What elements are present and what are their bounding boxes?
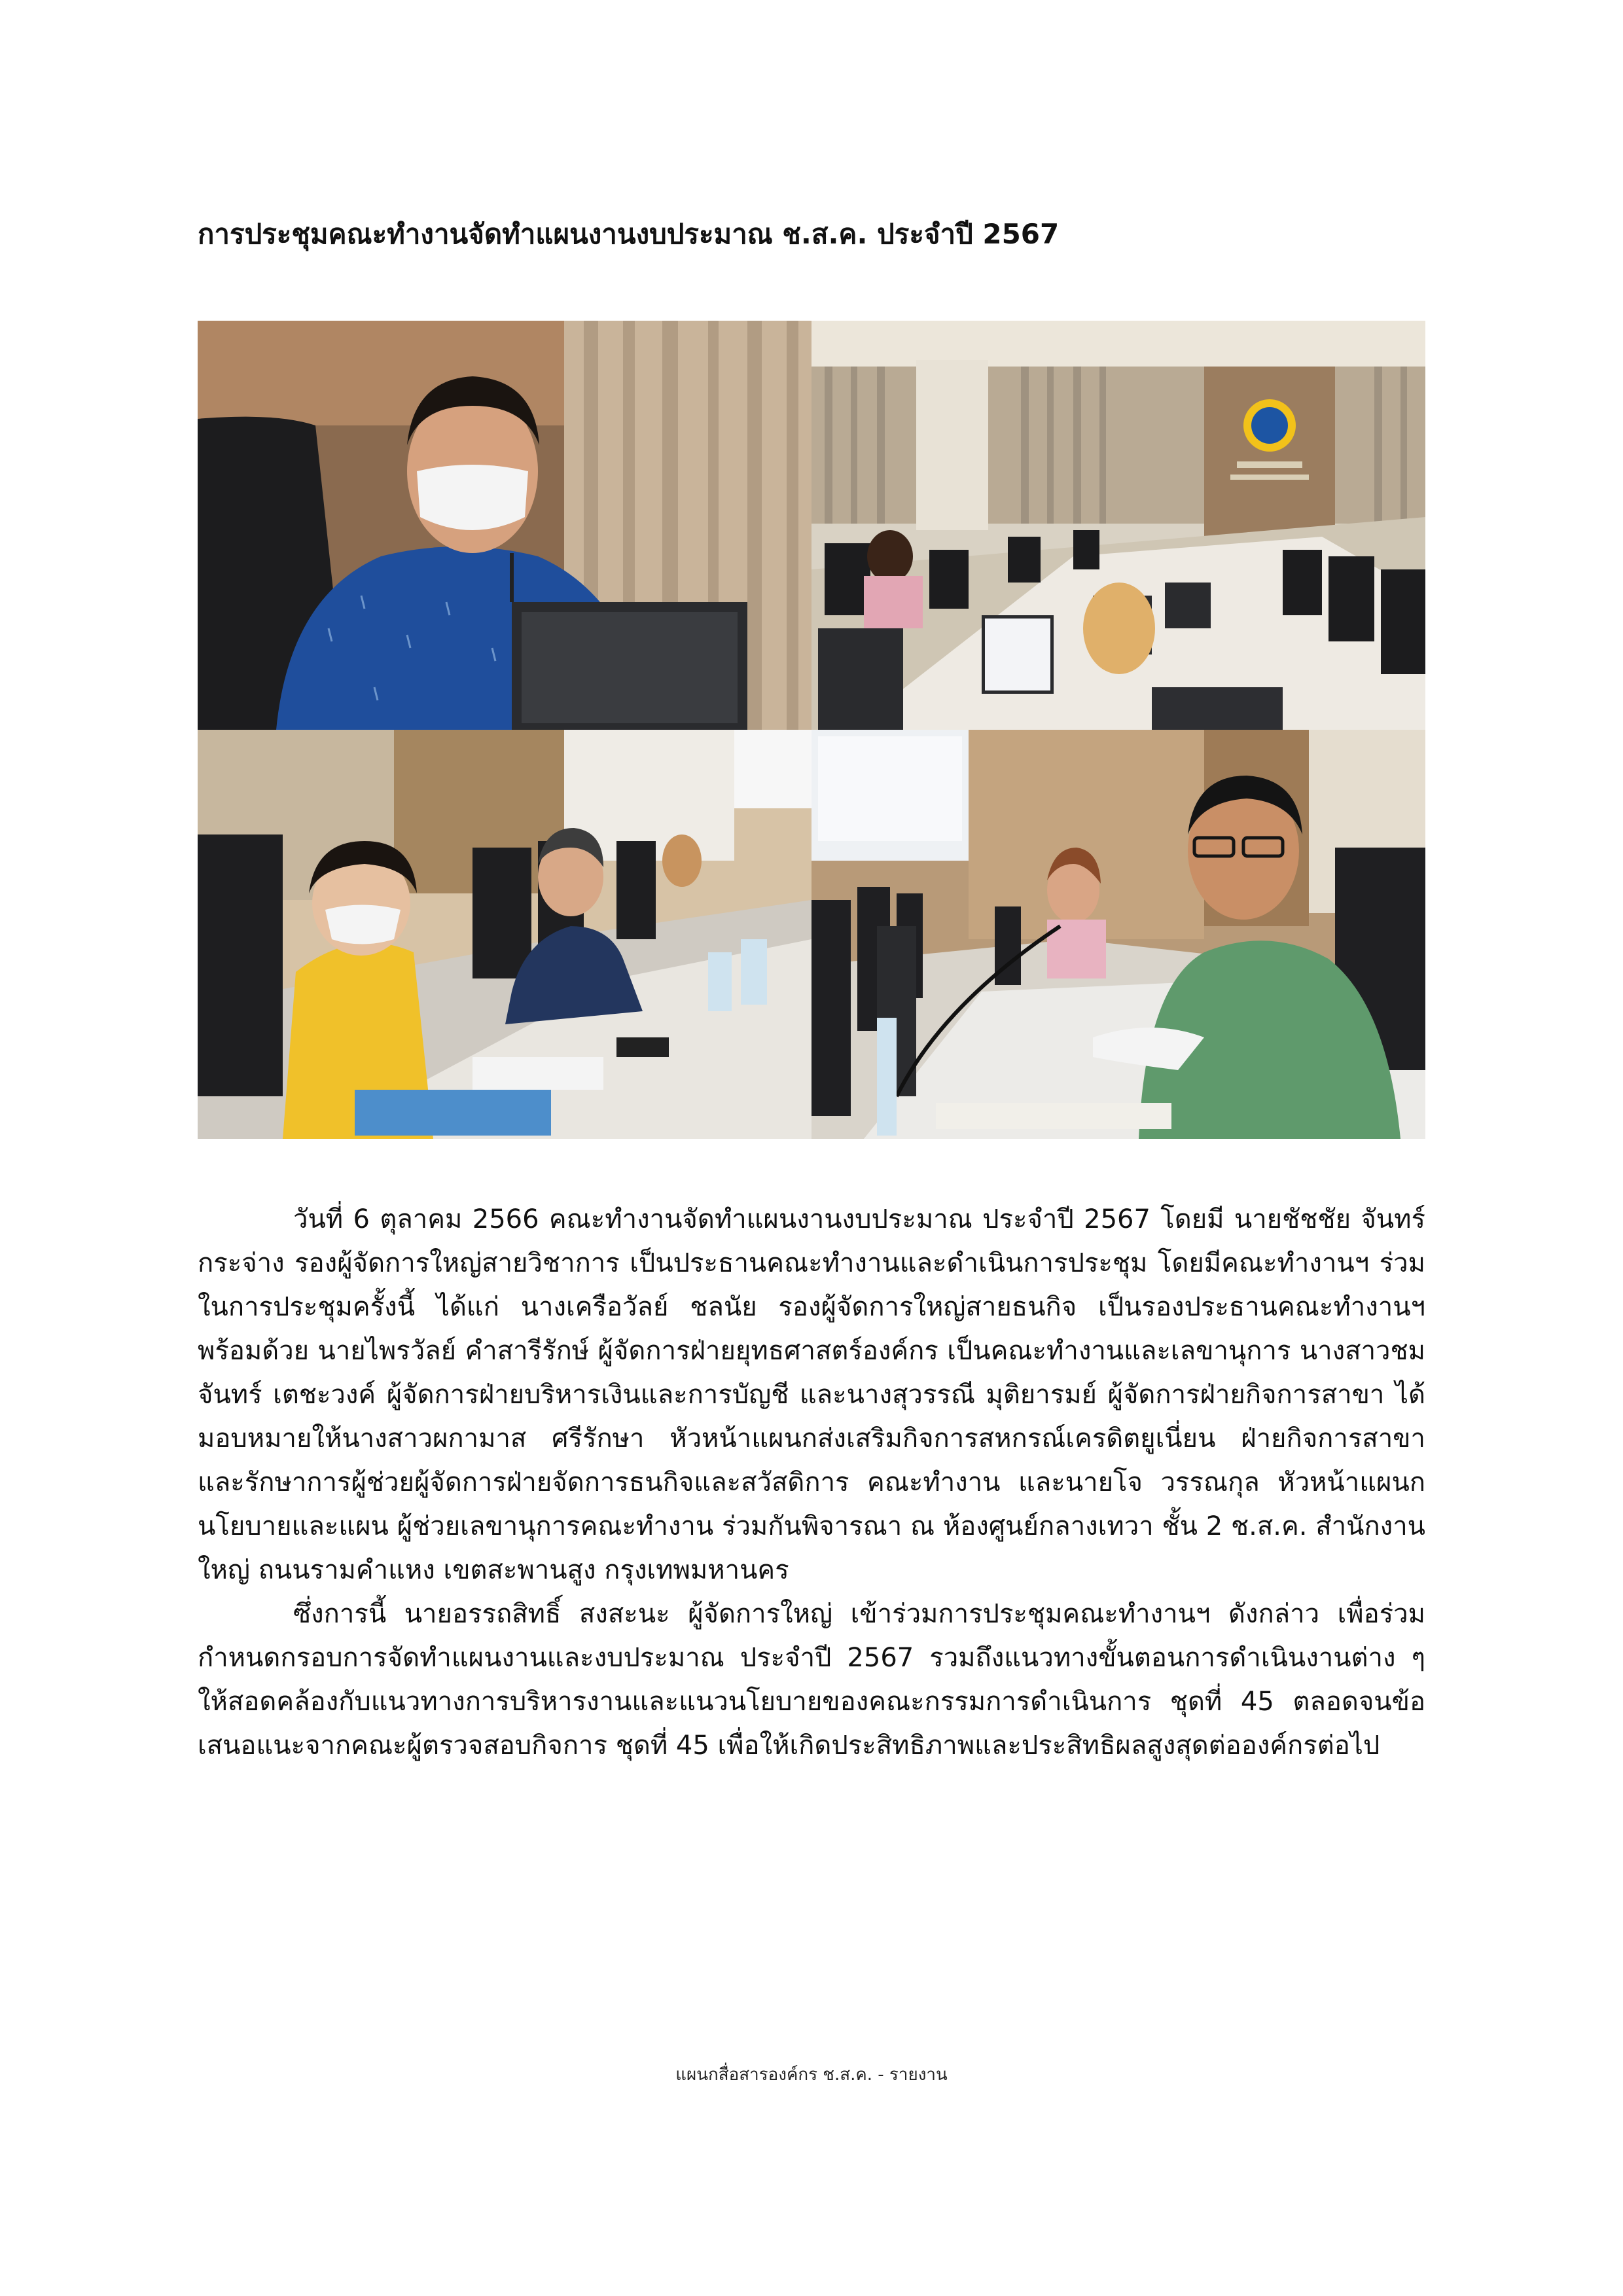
meeting-photo-chairman: [198, 321, 812, 730]
article-paragraph: ซึ่งการนี้ นายอรรถสิทธิ์ สงสะนะ ผู้จัดการใหญ่ เข้าร่วมการประชุมคณะทำงานฯ ดังกล่าว เพื่อร่วมกำหนดกรอบการจัดทำแผนงานและงบประมาณ ประจำปี 2567 รวมถึงแนวทางขั้นตอนการดำเนินงานต่าง ๆ ให้สอดคล้องกับแนวทางการบริหารงานและแนวนโยบายของคณะกรรมการดำเนินการ ชุดที่ 45 ตลอดจนข้อเสนอแนะจากคณะผู้ตรวจสอบกิจการ ชุดที่ 45 เพื่อให้เกิดประสิทธิภาพและประสิทธิผลสูงสุดต่อองค์กรต่อไป: [198, 1599, 1425, 1761]
article-body: [198, 1198, 1425, 1768]
meeting-photo-room-overview: [812, 321, 1425, 730]
article-paragraph: วันที่ 6 ตุลาคม 2566 คณะทำงานจัดทำแผนงานงบประมาณ ประจำปี 2567 โดยมี นายชัชชัย จันทร์กระจ่าง รองผู้จัดการใหญ่สายวิชาการ เป็นประธานคณะทำงานและดำเนินการประชุม โดยมีคณะทำงานฯ ร่วมในการประชุมครั้งนี้ ได้แก่ นางเครือวัลย์ ชลนัย รองผู้จัดการใหญ่สายธนกิจ เป็นรองประธานคณะทำงานฯ พร้อมด้วย นายไพรวัลย์ คำสารีรักษ์ ผู้จัดการฝ่ายยุทธศาสตร์องค์กร เป็นคณะทำงานและเลขานุการ นางสาวชมจันทร์ เตชะวงค์ ผู้จัดการฝ่ายบริหารเงินและการบัญชี และนางสุวรรณี มุติยารมย์ ผู้จัดการฝ่ายกิจการสาขา ได้มอบหมายให้นางสาวผกามาส ศรีรักษา หัวหน้าแผนกส่งเสริมกิจการสหกรณ์เครดิตยูเนี่ยน ฝ่ายกิจการสาขา และรักษาการผู้ช่วยผู้จัดการฝ่ายจัดการธนกิจและสวัสดิการ คณะทำงาน และนายโจ วรรณกุล หัวหน้าแผนกนโยบายและแผน ผู้ช่วยเลขานุการคณะทำงาน ร่วมกันพิจารณา ณ ห้องศูนย์กลางเทวา ชั้น 2 ช.ส.ค. สำนักงานใหญ่ ถนนรามคำแหง เขตสะพานสูง กรุงเทพมหานคร: [198, 1204, 1425, 1585]
meeting-photo-green-shirt-participant: [812, 730, 1425, 1139]
photo-collage: [198, 321, 1425, 1139]
page-footer: แผนกสื่อสารองค์กร ช.ส.ค. - รายงาน: [675, 2065, 948, 2085]
page-title: การประชุมคณะทำงานจัดทำแผนงานงบประมาณ ช.ส.ค. ประจำปี 2567: [198, 218, 1060, 250]
meeting-photo-yellow-shirt-participant: [198, 730, 812, 1139]
